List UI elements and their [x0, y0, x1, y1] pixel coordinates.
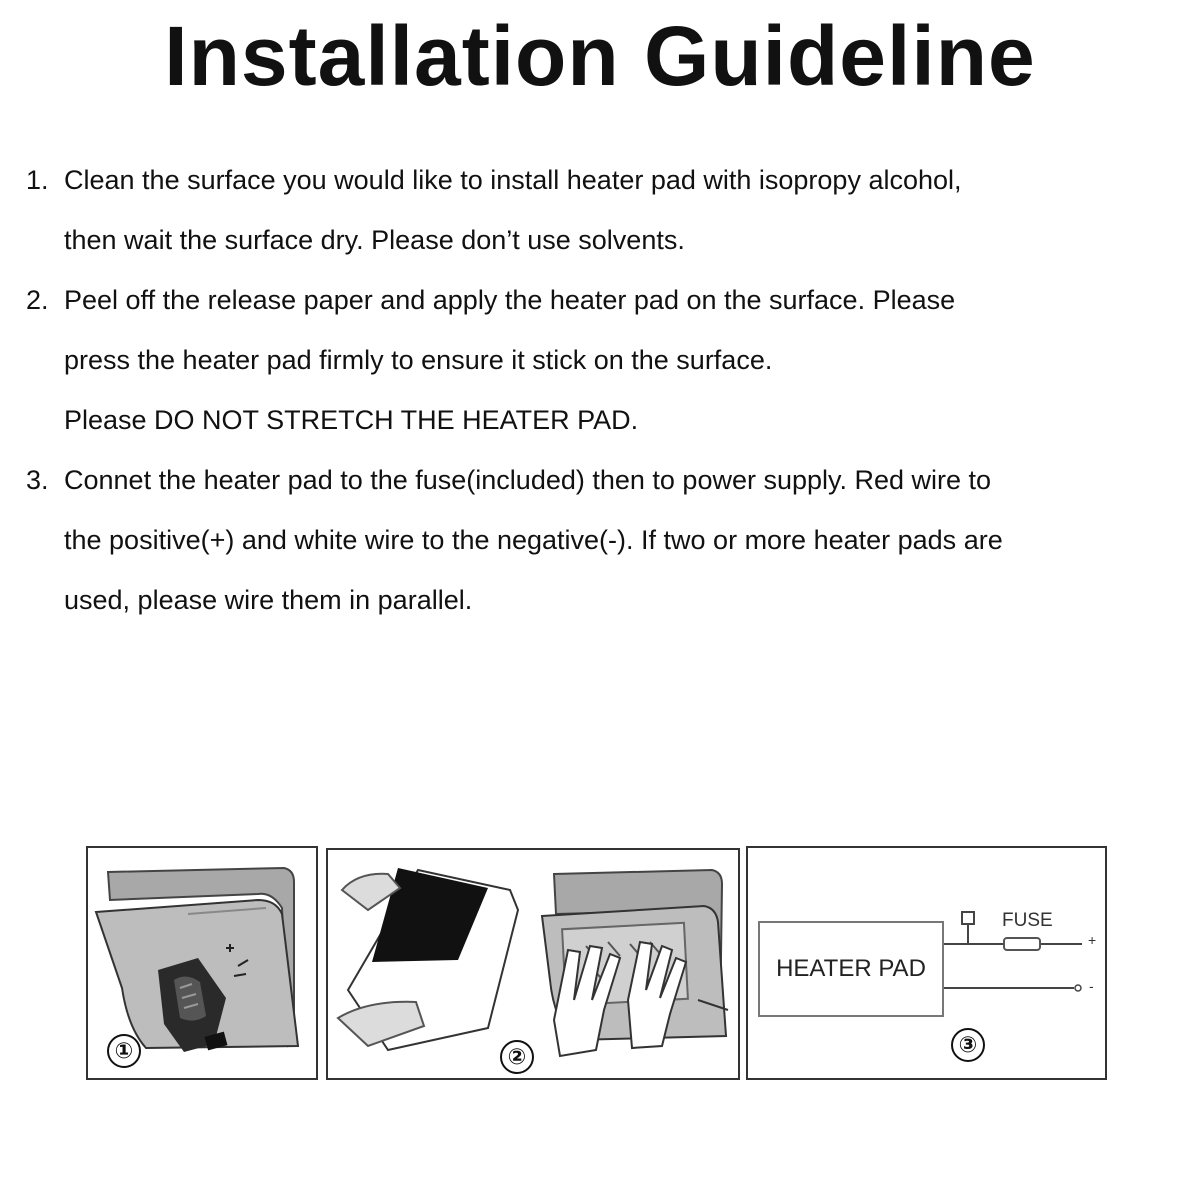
step-line: then wait the surface dry. Please don’t use solvents. [64, 225, 685, 255]
illustration-panel-1 [86, 846, 318, 1080]
step-line: the positive(+) and white wire to the negative(-). If two or more heater pads are [64, 525, 1003, 555]
step-line: Clean the surface you would like to install heater pad with isopropy alcohol, [64, 165, 962, 195]
fuse-label: FUSE [1002, 910, 1053, 931]
step-number: 2. [26, 285, 49, 315]
heater-pad-box: HEATER PAD [758, 921, 944, 1017]
step-line: press the heater pad firmly to ensure it stick on the surface. [64, 345, 773, 375]
page-title: Installation Guideline [164, 9, 1036, 103]
step-line: Please DO NOT STRETCH THE HEATER PAD. [64, 405, 639, 435]
step-line: Peel off the release paper and apply the heater pad on the surface. Please [64, 285, 956, 315]
step-line: used, please wire them in parallel. [64, 585, 473, 615]
step-marker-2: ② [500, 1040, 534, 1074]
peel-and-press-icon [328, 850, 738, 1078]
step-marker-3: ③ [951, 1028, 985, 1062]
illustration-panel-2 [326, 848, 740, 1080]
step-marker-1: ① [107, 1034, 141, 1068]
step-2 [0, 270, 1200, 450]
step-line: Connet the heater pad to the fuse(included) then to power supply. Red wire to [64, 465, 992, 495]
step-number: 1. [26, 165, 49, 195]
illustration-panel-3 [746, 846, 1107, 1080]
step-3 [0, 450, 1200, 630]
negative-terminal-label: - [1089, 978, 1094, 994]
step-1 [0, 150, 1200, 270]
step-number: 3. [26, 465, 49, 495]
instruction-steps [0, 150, 1200, 630]
positive-terminal-label: + [1088, 932, 1097, 948]
